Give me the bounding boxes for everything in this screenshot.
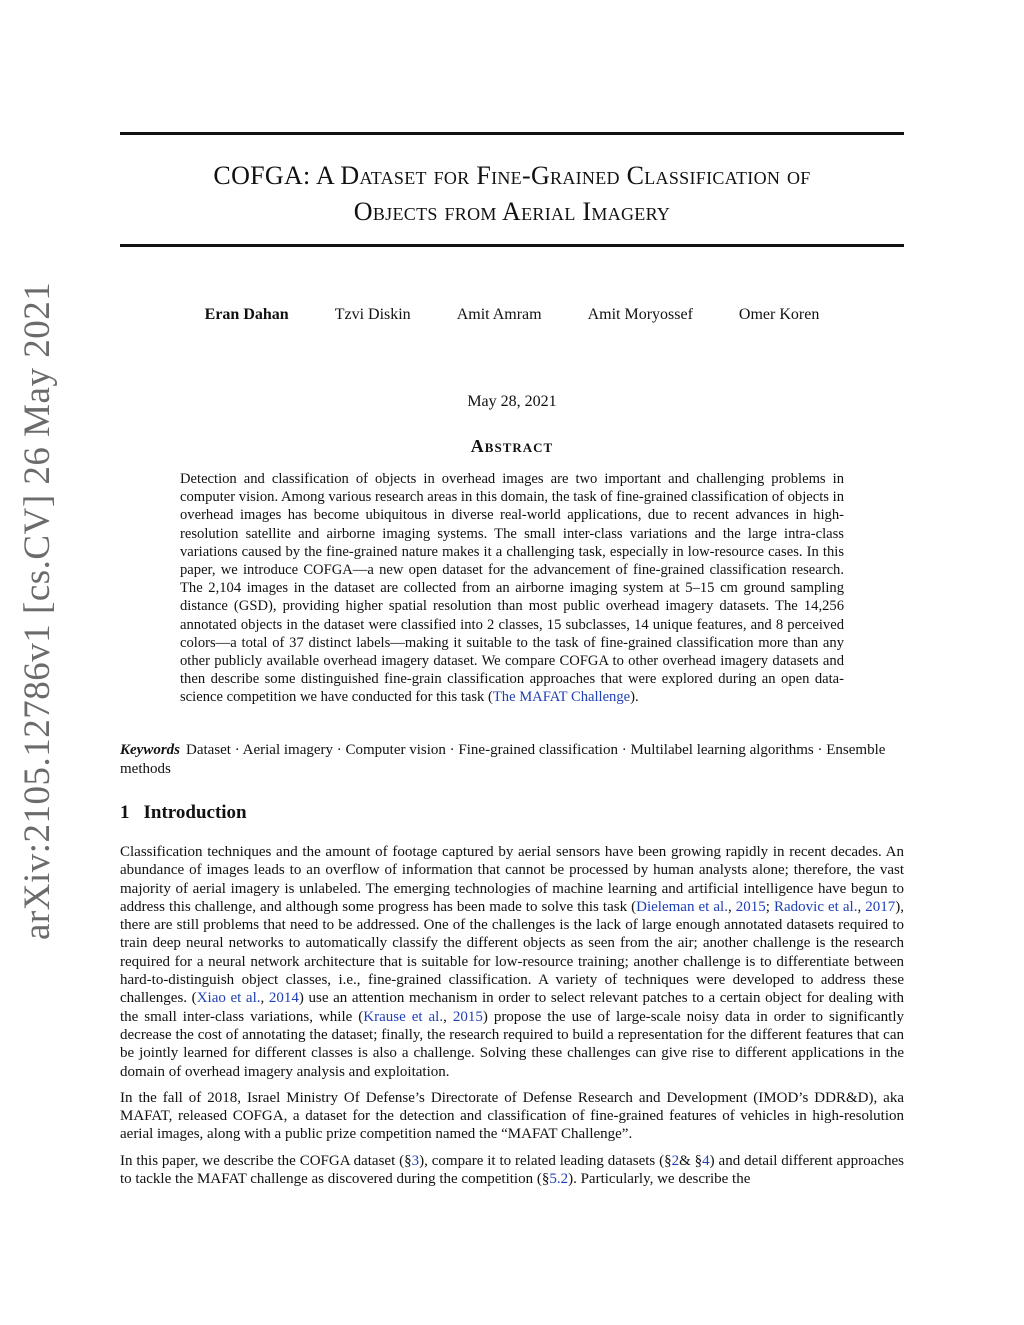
keywords (120, 741, 904, 778)
intro-paragraph-1 (120, 843, 904, 1081)
text: , (443, 1008, 453, 1025)
mafat-challenge-link[interactable]: The MAFAT Challenge (492, 689, 631, 706)
section-ref-link[interactable]: 3 (411, 1152, 420, 1169)
author-name: Amit Moryossef (587, 306, 693, 323)
section-ref-link[interactable]: 2 (671, 1152, 680, 1169)
author-name: Eran Dahan (204, 306, 289, 323)
introduction-body (120, 843, 904, 1196)
intro-paragraph-2: In the fall of 2018, Israel Ministry Of Defense’s Directorate of Defense Research and Development (IMOD’s DDR&D), aka MAFAT, released COFGA, a dataset for the detection and classification of fine-grained features of vehicles in high-resolution aerial images, along with a public prize competition named the “MAFAT Challenge”. (120, 1089, 904, 1143)
title-line-2: Objects from Aerial Imagery (353, 197, 671, 226)
text: In this paper, we describe the COFGA dataset (§ (120, 1152, 412, 1169)
text: ), compare it to related leading datasets (§ (419, 1152, 672, 1169)
citation-link[interactable]: Krause et al. (363, 1008, 444, 1025)
author-list (120, 306, 904, 324)
text: ; (765, 898, 774, 915)
text: ) propose the use of large-scale noisy data in order to significantly decrease the cost of annotating the dataset; finally, the research required to build a representation for the different features that can be jointly learned for different classes is also a challenge. Solving these challenges can give rise to different applications in the domain of overhead imagery analysis and exploitation. (120, 1008, 905, 1080)
text: , (260, 990, 269, 1007)
citation-link[interactable]: 2015 (452, 1008, 483, 1025)
text: , (727, 898, 736, 915)
citation-link[interactable]: 2017 (865, 898, 896, 915)
citation-link[interactable]: Xiao et al. (196, 990, 261, 1007)
intro-paragraph-3 (120, 1152, 904, 1189)
section-ref-link[interactable]: 5.2 (549, 1171, 569, 1188)
text: ) and detail different approaches to tackle the MAFAT challenge as discovered during the competition (§ (120, 1152, 904, 1188)
section-number: 1 (120, 802, 130, 823)
author-name: Tzvi Diskin (334, 306, 411, 323)
text: ) use an attention mechanism in order to select relevant patches to a certain object for dealing with the small inter-class variations, while ( (120, 990, 905, 1025)
text: & § (679, 1152, 703, 1169)
citation-link[interactable]: Dieleman et al. (636, 898, 728, 915)
abstract-text: Detection and classification of objects in overhead images are two important and challenging problems in computer vision. Among various research areas in this domain, the task of fine-grained classification of objects in overhead images has become ubiquitous in diverse real-world applications, due to recent advances in high-resolution satellite and airborne imaging systems. The small inter-class variations and the large intra-class variations caused by the fine-grained nature makes it a challenging task, especially in low-resource cases. In this paper, we introduce COFGA—a new open dataset for the advancement of fine-grained classification research. The 2,104 images in the dataset are collected from an airborne imaging system at 5–15 cm ground sampling distance (GSD), providing higher spatial resolution than most public overhead imagery datasets. The 14,256 annotated objects in the dataset were classified into 2 classes, 15 subclasses, 14 unique features, and 8 perceived colors—a total of 37 distinct labels—making it suitable to the task of fine-grained classification more than any other publicly available overhead imagery dataset. We compare COFGA to other overhead imagery datasets and then describe some distinguished fine-grain classification approaches that were explored during an open data-science competition we have conducted for this task ( (180, 471, 844, 706)
section-heading-introduction (120, 802, 247, 824)
arxiv-stamp: arXiv:2105.12786v1 [cs.CV] 26 May 2021 (17, 281, 58, 940)
text: , (857, 898, 866, 915)
author-name: Omer Koren (738, 306, 820, 323)
keywords-label: Keywords (120, 742, 180, 758)
section-title: Introduction (143, 802, 247, 823)
abstract-body (180, 470, 844, 707)
title-rule-top (120, 132, 904, 135)
keywords-text: Dataset · Aerial imagery · Computer vision · Fine-grained classification · Multilabel learning algorithms · Ensemble methods (120, 742, 886, 777)
section-ref-link[interactable]: 4 (702, 1152, 710, 1169)
text: ). Particularly, we describe the (568, 1171, 751, 1188)
paper-title (120, 158, 904, 230)
citation-link[interactable]: Radovic et al. (773, 898, 858, 915)
abstract-heading: Abstract (470, 436, 554, 456)
citation-link[interactable]: 2015 (735, 898, 766, 915)
text: ), there are still problems that need to be addressed. One of the challenges is the lack of large enough annotated datasets required to train deep neural networks to automatically classify the different objects as seen from the air; another challenge is the research required for a neural network architecture that is suitable for low-resource training; another challenge is to differentiate between hard-to-distinguish object classes, i.e., fine-grained classification. A variety of techniques were developed to address these challenges. ( (120, 898, 905, 1007)
text: Classification techniques and the amount of footage captured by aerial sensors have been growing rapidly in recent decades. An abundance of images leads to an overflow of information that cannot be processed by human analysts alone; therefore, the vast majority of aerial imagery is unlabeled. The emerging technologies of machine learning and artificial intelligence have begun to address this challenge, and although some progress has been made to solve this task ( (120, 844, 904, 915)
author-name: Amit Amram (456, 306, 542, 323)
abstract-tail: ). (630, 689, 639, 706)
publication-date: May 28, 2021 (467, 393, 557, 410)
citation-link[interactable]: 2014 (268, 990, 299, 1007)
title-rule-bottom (120, 244, 904, 247)
title-line-1: COFGA: A Dataset for Fine-Grained Classification of (213, 161, 811, 190)
